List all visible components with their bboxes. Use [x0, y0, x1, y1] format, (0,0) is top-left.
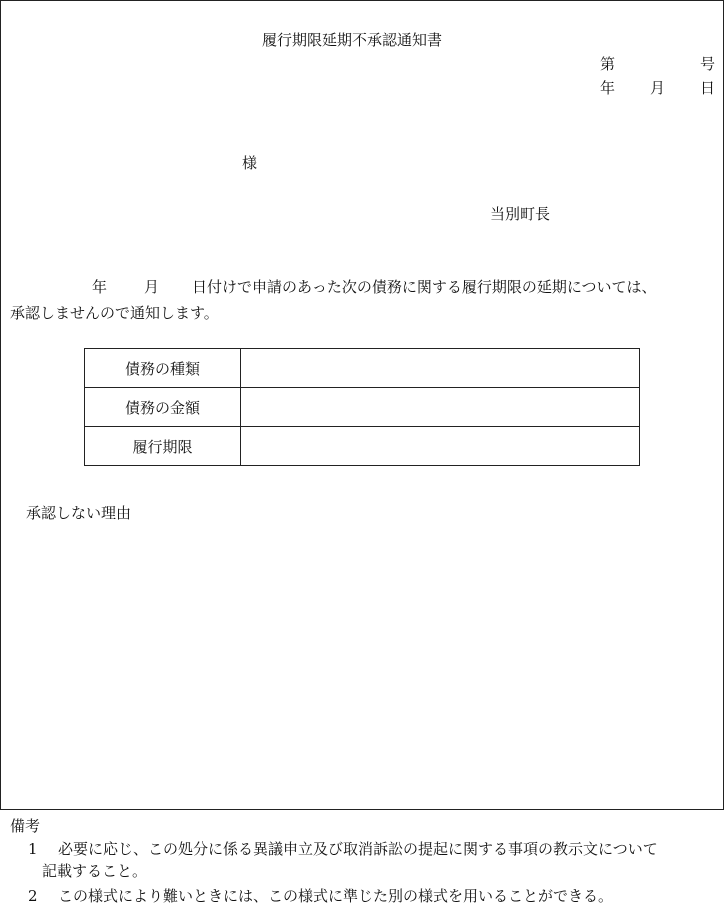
reason-label: 承認しない理由 [26, 504, 132, 522]
debt-info-table [84, 348, 640, 466]
addressee-suffix: 様 [242, 154, 258, 172]
row-label-deadline: 履行期限 [85, 427, 241, 466]
row-label-debt-type: 債務の種類 [85, 349, 241, 388]
row-label-debt-amount: 債務の金額 [85, 388, 241, 427]
note-1-text: 必要に応じ、この処分に係る異議申立及び取消訴訟の提起に関する事項の教示文について [58, 840, 658, 858]
body-line-1: 日付けで申請のあった次の債務に関する履行期限の延期については、 [192, 278, 657, 296]
body-month: 月 [144, 278, 160, 296]
number-prefix: 第 [600, 55, 616, 73]
note-2-text: この様式により難いときには、この様式に準じた別の様式を用いることができる。 [58, 887, 614, 905]
table-row [85, 349, 640, 388]
body-line-2: 承認しませんので通知します。 [10, 304, 219, 322]
date-year: 年 [600, 79, 616, 97]
number-suffix: 号 [700, 55, 716, 73]
date-day: 日 [700, 79, 716, 97]
note-1-number: 1 [28, 840, 38, 858]
row-value-debt-amount [241, 388, 640, 427]
note-2-number: 2 [28, 887, 38, 905]
notes-heading: 備考 [10, 817, 41, 835]
document-title: 履行期限延期不承認通知書 [262, 31, 443, 49]
sender-name: 当別町長 [490, 205, 551, 223]
note-1-continuation: 記載すること。 [42, 862, 148, 880]
date-month: 月 [650, 79, 666, 97]
table-row [85, 427, 640, 466]
table-row [85, 388, 640, 427]
body-year: 年 [92, 278, 108, 296]
row-value-debt-type [241, 349, 640, 388]
row-value-deadline [241, 427, 640, 466]
